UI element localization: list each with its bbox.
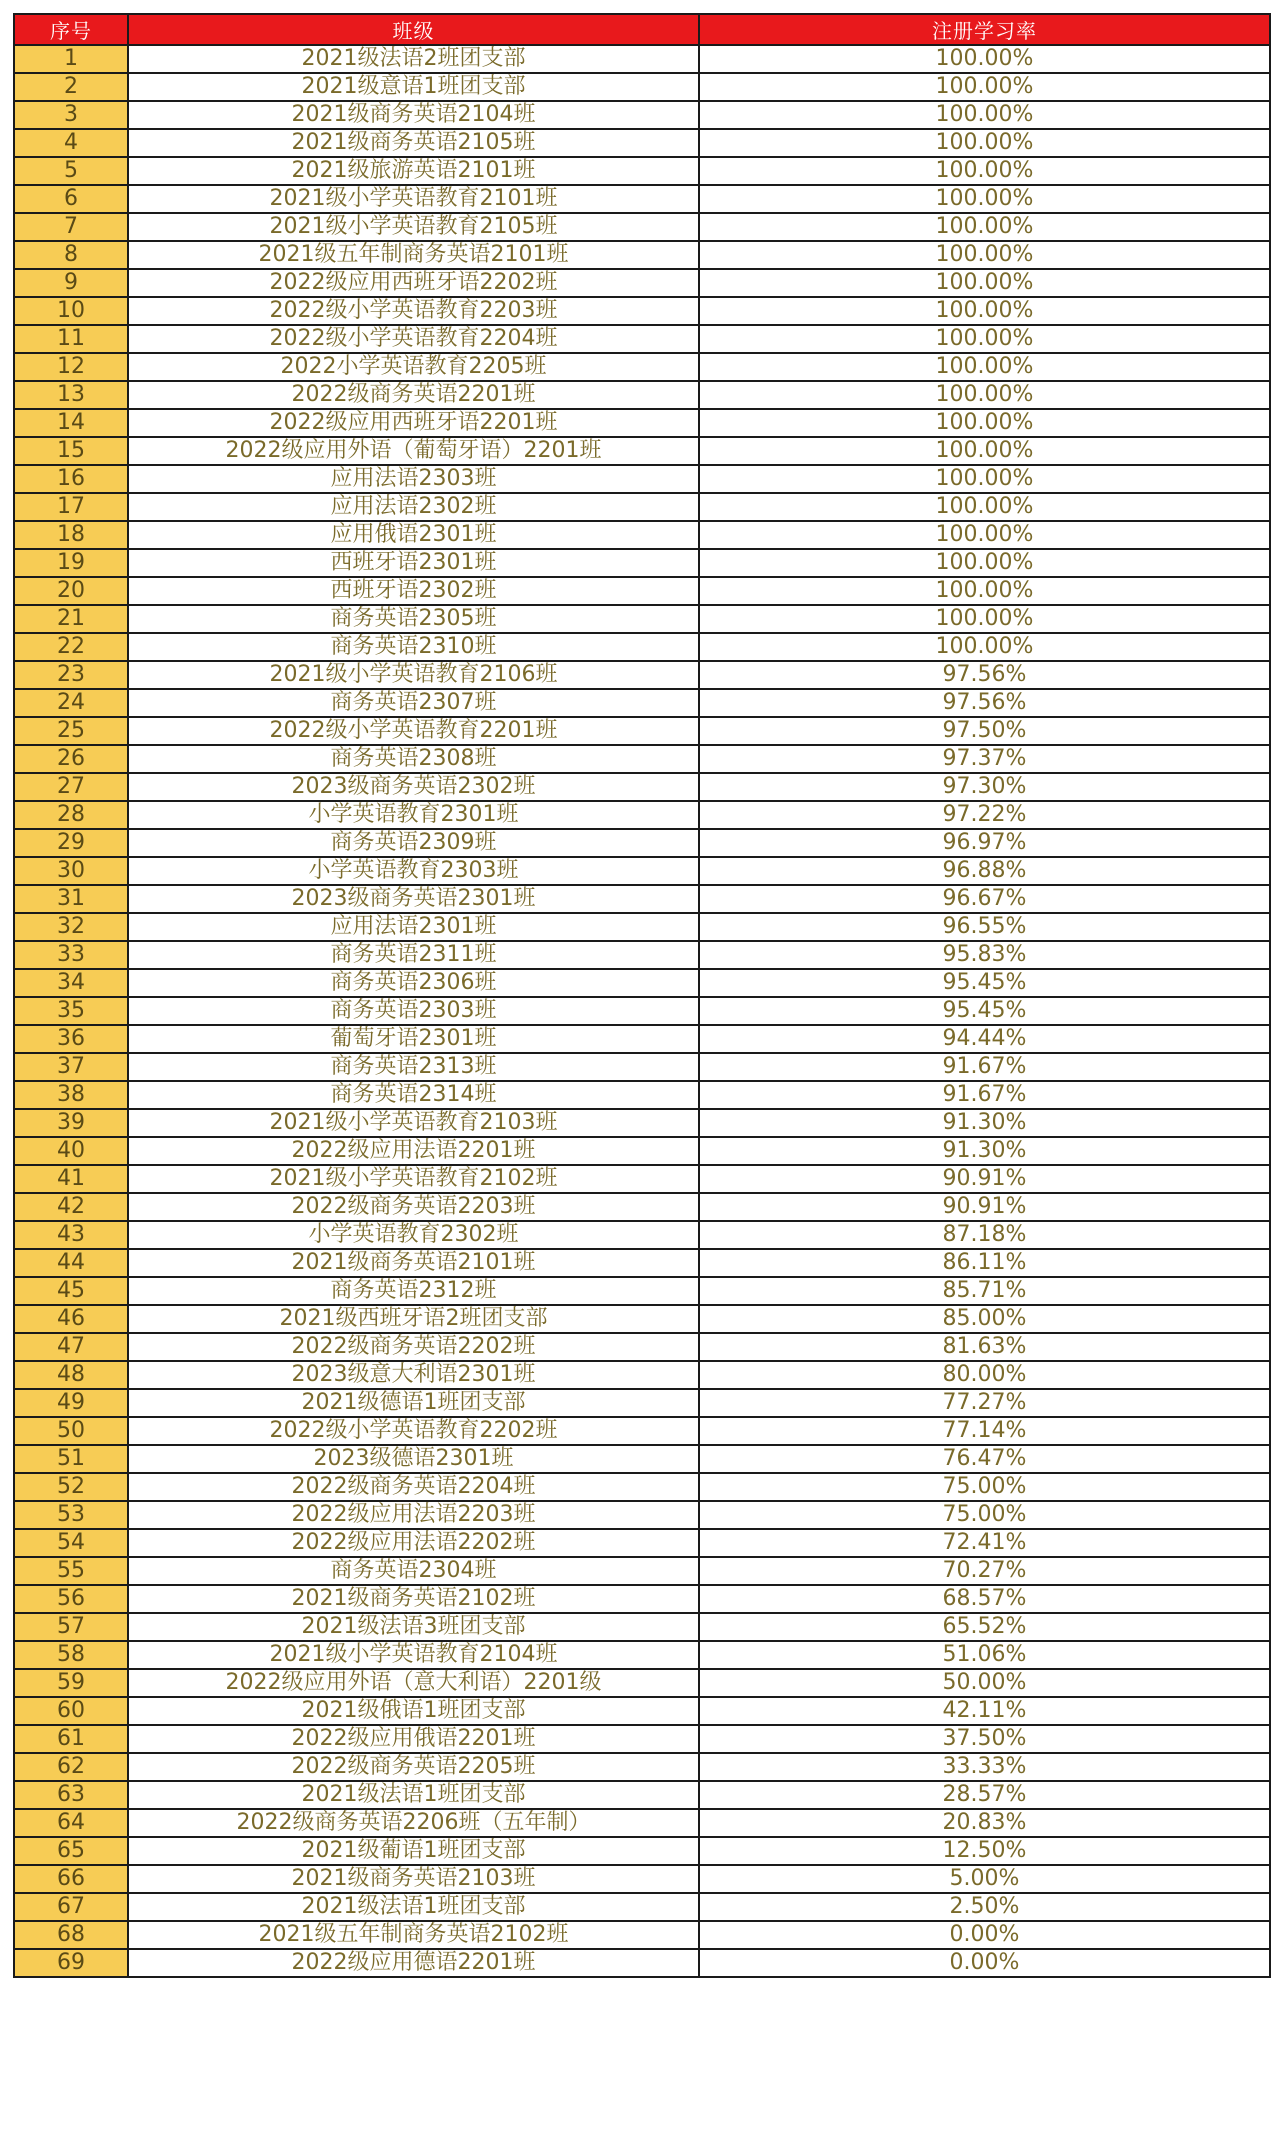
row-class-cell: 2021级商务英语2101班 [128,1249,699,1277]
row-index-cell: 48 [14,1361,128,1389]
row-index-cell: 53 [14,1501,128,1529]
header-index: 序号 [14,14,128,45]
row-class-cell: 2022级应用俄语2201班 [128,1725,699,1753]
table-row [14,1669,1270,1697]
table-row [14,1613,1270,1641]
table-row [14,1781,1270,1809]
row-class-cell: 小学英语教育2301班 [128,801,699,829]
row-class-cell: 2021级五年制商务英语2102班 [128,1921,699,1949]
table-row [14,73,1270,101]
row-class-cell: 应用法语2303班 [128,465,699,493]
row-index-cell: 45 [14,1277,128,1305]
row-class-cell: 商务英语2311班 [128,941,699,969]
table-row [14,45,1270,73]
row-index-cell: 31 [14,885,128,913]
table-row [14,1053,1270,1081]
table-row [14,857,1270,885]
row-index-cell: 7 [14,213,128,241]
header-row [14,14,1270,45]
row-class-cell: 2021级商务英语2103班 [128,1865,699,1893]
table-row [14,269,1270,297]
row-rate-cell: 72.41% [699,1529,1270,1557]
table-row [14,717,1270,745]
row-rate-cell: 86.11% [699,1249,1270,1277]
row-index-cell: 30 [14,857,128,885]
row-index-cell: 2 [14,73,128,101]
table-row [14,1277,1270,1305]
row-rate-cell: 100.00% [699,297,1270,325]
table-row [14,101,1270,129]
row-rate-cell: 100.00% [699,129,1270,157]
row-class-cell: 小学英语教育2302班 [128,1221,699,1249]
row-rate-cell: 100.00% [699,353,1270,381]
row-rate-cell: 65.52% [699,1613,1270,1641]
table-row [14,661,1270,689]
table-row [14,1529,1270,1557]
row-rate-cell: 90.91% [699,1165,1270,1193]
table-row [14,157,1270,185]
row-rate-cell: 75.00% [699,1473,1270,1501]
row-class-cell: 2022级应用法语2202班 [128,1529,699,1557]
row-index-cell: 44 [14,1249,128,1277]
row-index-cell: 8 [14,241,128,269]
row-rate-cell: 100.00% [699,605,1270,633]
row-class-cell: 2021级小学英语教育2102班 [128,1165,699,1193]
row-class-cell: 2021级小学英语教育2105班 [128,213,699,241]
row-index-cell: 51 [14,1445,128,1473]
row-index-cell: 21 [14,605,128,633]
row-class-cell: 应用法语2301班 [128,913,699,941]
row-rate-cell: 100.00% [699,73,1270,101]
row-index-cell: 58 [14,1641,128,1669]
table-row [14,1753,1270,1781]
header-class: 班级 [128,14,699,45]
table-row [14,941,1270,969]
row-class-cell: 2021级小学英语教育2104班 [128,1641,699,1669]
row-rate-cell: 100.00% [699,577,1270,605]
row-index-cell: 40 [14,1137,128,1165]
row-index-cell: 29 [14,829,128,857]
row-rate-cell: 95.45% [699,969,1270,997]
row-index-cell: 50 [14,1417,128,1445]
row-rate-cell: 12.50% [699,1837,1270,1865]
row-class-cell: 2021级意语1班团支部 [128,73,699,101]
table-row [14,1333,1270,1361]
row-class-cell: 西班牙语2301班 [128,549,699,577]
row-class-cell: 商务英语2305班 [128,605,699,633]
row-rate-cell: 90.91% [699,1193,1270,1221]
row-class-cell: 应用法语2302班 [128,493,699,521]
row-class-cell: 2022级应用外语（葡萄牙语）2201班 [128,437,699,465]
row-index-cell: 60 [14,1697,128,1725]
row-rate-cell: 95.83% [699,941,1270,969]
row-class-cell: 商务英语2306班 [128,969,699,997]
row-class-cell: 2022级商务英语2204班 [128,1473,699,1501]
row-class-cell: 2022级小学英语教育2201班 [128,717,699,745]
row-rate-cell: 100.00% [699,409,1270,437]
row-index-cell: 27 [14,773,128,801]
row-index-cell: 5 [14,157,128,185]
row-rate-cell: 100.00% [699,549,1270,577]
row-index-cell: 47 [14,1333,128,1361]
row-index-cell: 33 [14,941,128,969]
table-row [14,997,1270,1025]
row-rate-cell: 80.00% [699,1361,1270,1389]
row-index-cell: 19 [14,549,128,577]
row-rate-cell: 0.00% [699,1921,1270,1949]
row-rate-cell: 100.00% [699,241,1270,269]
row-index-cell: 35 [14,997,128,1025]
row-rate-cell: 96.97% [699,829,1270,857]
row-class-cell: 2022级应用法语2201班 [128,1137,699,1165]
table-row [14,1837,1270,1865]
table-row [14,1473,1270,1501]
row-rate-cell: 97.22% [699,801,1270,829]
row-class-cell: 2022级小学英语教育2202班 [128,1417,699,1445]
table-row [14,409,1270,437]
row-class-cell: 2021级商务英语2102班 [128,1585,699,1613]
table-row [14,1193,1270,1221]
row-rate-cell: 100.00% [699,493,1270,521]
table-row [14,605,1270,633]
row-class-cell: 2021级小学英语教育2103班 [128,1109,699,1137]
row-class-cell: 2021级小学英语教育2101班 [128,185,699,213]
table-row [14,1501,1270,1529]
row-index-cell: 14 [14,409,128,437]
table-row [14,353,1270,381]
table-row [14,1949,1270,1977]
table-row [14,1361,1270,1389]
row-class-cell: 2023级意大利语2301班 [128,1361,699,1389]
table-row [14,577,1270,605]
row-index-cell: 43 [14,1221,128,1249]
row-index-cell: 37 [14,1053,128,1081]
row-index-cell: 57 [14,1613,128,1641]
table-row [14,1221,1270,1249]
row-index-cell: 28 [14,801,128,829]
row-rate-cell: 96.67% [699,885,1270,913]
row-index-cell: 65 [14,1837,128,1865]
row-rate-cell: 100.00% [699,101,1270,129]
row-class-cell: 2021级旅游英语2101班 [128,157,699,185]
table-row [14,437,1270,465]
row-class-cell: 商务英语2304班 [128,1557,699,1585]
row-rate-cell: 85.00% [699,1305,1270,1333]
table-row [14,633,1270,661]
row-index-cell: 3 [14,101,128,129]
row-class-cell: 2021级法语2班团支部 [128,45,699,73]
row-index-cell: 26 [14,745,128,773]
row-index-cell: 64 [14,1809,128,1837]
row-rate-cell: 100.00% [699,521,1270,549]
row-class-cell: 商务英语2303班 [128,997,699,1025]
row-rate-cell: 97.50% [699,717,1270,745]
row-index-cell: 9 [14,269,128,297]
table-row [14,1585,1270,1613]
table-row [14,241,1270,269]
row-index-cell: 24 [14,689,128,717]
row-rate-cell: 0.00% [699,1949,1270,1977]
row-index-cell: 54 [14,1529,128,1557]
row-class-cell: 2023级德语2301班 [128,1445,699,1473]
row-index-cell: 69 [14,1949,128,1977]
row-class-cell: 2021级法语1班团支部 [128,1893,699,1921]
row-rate-cell: 100.00% [699,381,1270,409]
header-rate: 注册学习率 [699,14,1270,45]
row-rate-cell: 75.00% [699,1501,1270,1529]
row-class-cell: 2021级法语3班团支部 [128,1613,699,1641]
table-row [14,1893,1270,1921]
row-index-cell: 23 [14,661,128,689]
row-class-cell: 2021级西班牙语2班团支部 [128,1305,699,1333]
table-row [14,325,1270,353]
table-row [14,689,1270,717]
row-class-cell: 2021级商务英语2104班 [128,101,699,129]
row-class-cell: 2022小学英语教育2205班 [128,353,699,381]
row-class-cell: 2021级五年制商务英语2101班 [128,241,699,269]
row-class-cell: 商务英语2307班 [128,689,699,717]
row-index-cell: 32 [14,913,128,941]
row-rate-cell: 100.00% [699,185,1270,213]
row-index-cell: 41 [14,1165,128,1193]
row-class-cell: 2022级应用法语2203班 [128,1501,699,1529]
row-rate-cell: 97.56% [699,661,1270,689]
row-class-cell: 2022级商务英语2201班 [128,381,699,409]
row-index-cell: 56 [14,1585,128,1613]
row-rate-cell: 97.30% [699,773,1270,801]
table-row [14,493,1270,521]
table-row [14,381,1270,409]
row-class-cell: 2021级商务英语2105班 [128,129,699,157]
row-rate-cell: 100.00% [699,465,1270,493]
row-index-cell: 55 [14,1557,128,1585]
row-rate-cell: 33.33% [699,1753,1270,1781]
table-row [14,1641,1270,1669]
row-rate-cell: 96.55% [699,913,1270,941]
row-rate-cell: 100.00% [699,213,1270,241]
row-rate-cell: 91.67% [699,1081,1270,1109]
table-row [14,1921,1270,1949]
row-class-cell: 2022级应用德语2201班 [128,1949,699,1977]
row-index-cell: 12 [14,353,128,381]
row-rate-cell: 42.11% [699,1697,1270,1725]
row-index-cell: 49 [14,1389,128,1417]
row-class-cell: 2022级应用西班牙语2202班 [128,269,699,297]
row-rate-cell: 81.63% [699,1333,1270,1361]
row-class-cell: 2022级商务英语2205班 [128,1753,699,1781]
table-row [14,521,1270,549]
row-index-cell: 63 [14,1781,128,1809]
row-index-cell: 62 [14,1753,128,1781]
row-rate-cell: 2.50% [699,1893,1270,1921]
row-index-cell: 42 [14,1193,128,1221]
table-row [14,1305,1270,1333]
table-row [14,745,1270,773]
row-class-cell: 西班牙语2302班 [128,577,699,605]
row-rate-cell: 96.88% [699,857,1270,885]
table-row [14,1697,1270,1725]
row-class-cell: 2021级德语1班团支部 [128,1389,699,1417]
row-index-cell: 18 [14,521,128,549]
table-row [14,1865,1270,1893]
row-class-cell: 2022级商务英语2206班（五年制） [128,1809,699,1837]
row-class-cell: 2022级商务英语2203班 [128,1193,699,1221]
row-class-cell: 商务英语2308班 [128,745,699,773]
table-row [14,213,1270,241]
row-rate-cell: 100.00% [699,437,1270,465]
row-rate-cell: 87.18% [699,1221,1270,1249]
row-class-cell: 2023级商务英语2301班 [128,885,699,913]
table-row [14,1081,1270,1109]
row-index-cell: 68 [14,1921,128,1949]
row-class-cell: 葡萄牙语2301班 [128,1025,699,1053]
row-rate-cell: 77.14% [699,1417,1270,1445]
table-row [14,1557,1270,1585]
row-rate-cell: 100.00% [699,633,1270,661]
row-rate-cell: 70.27% [699,1557,1270,1585]
row-class-cell: 商务英语2309班 [128,829,699,857]
table-row [14,129,1270,157]
row-index-cell: 67 [14,1893,128,1921]
table-row [14,969,1270,997]
table-row [14,1249,1270,1277]
table-row [14,297,1270,325]
row-rate-cell: 50.00% [699,1669,1270,1697]
table-row [14,829,1270,857]
row-index-cell: 4 [14,129,128,157]
table-row [14,549,1270,577]
row-rate-cell: 100.00% [699,269,1270,297]
row-index-cell: 6 [14,185,128,213]
table-row [14,773,1270,801]
table-row [14,1417,1270,1445]
row-index-cell: 11 [14,325,128,353]
row-class-cell: 2022级小学英语教育2204班 [128,325,699,353]
row-rate-cell: 28.57% [699,1781,1270,1809]
row-index-cell: 59 [14,1669,128,1697]
row-class-cell: 2023级商务英语2302班 [128,773,699,801]
row-class-cell: 应用俄语2301班 [128,521,699,549]
row-index-cell: 17 [14,493,128,521]
row-index-cell: 16 [14,465,128,493]
row-class-cell: 2022级应用西班牙语2201班 [128,409,699,437]
row-class-cell: 商务英语2314班 [128,1081,699,1109]
row-rate-cell: 100.00% [699,325,1270,353]
row-index-cell: 13 [14,381,128,409]
row-rate-cell: 85.71% [699,1277,1270,1305]
row-rate-cell: 91.30% [699,1137,1270,1165]
table-row [14,1137,1270,1165]
table-row [14,885,1270,913]
row-rate-cell: 97.56% [699,689,1270,717]
table-row [14,1389,1270,1417]
row-index-cell: 20 [14,577,128,605]
table-row [14,465,1270,493]
table-row [14,1165,1270,1193]
table-row [14,913,1270,941]
row-rate-cell: 100.00% [699,157,1270,185]
row-rate-cell: 68.57% [699,1585,1270,1613]
table-row [14,1445,1270,1473]
table-row [14,1809,1270,1837]
row-class-cell: 2021级小学英语教育2106班 [128,661,699,689]
table-row [14,1725,1270,1753]
row-rate-cell: 97.37% [699,745,1270,773]
row-rate-cell: 51.06% [699,1641,1270,1669]
row-index-cell: 46 [14,1305,128,1333]
row-index-cell: 39 [14,1109,128,1137]
row-class-cell: 2022级应用外语（意大利语）2201级 [128,1669,699,1697]
row-index-cell: 15 [14,437,128,465]
row-class-cell: 2022级小学英语教育2203班 [128,297,699,325]
row-index-cell: 38 [14,1081,128,1109]
row-rate-cell: 95.45% [699,997,1270,1025]
table-row [14,185,1270,213]
row-rate-cell: 77.27% [699,1389,1270,1417]
row-class-cell: 商务英语2310班 [128,633,699,661]
row-rate-cell: 76.47% [699,1445,1270,1473]
row-rate-cell: 91.67% [699,1053,1270,1081]
row-index-cell: 10 [14,297,128,325]
row-class-cell: 2021级俄语1班团支部 [128,1697,699,1725]
registration-rate-table [13,13,1271,1978]
row-index-cell: 22 [14,633,128,661]
row-class-cell: 2021级法语1班团支部 [128,1781,699,1809]
row-rate-cell: 5.00% [699,1865,1270,1893]
row-index-cell: 61 [14,1725,128,1753]
table-row [14,1025,1270,1053]
row-index-cell: 52 [14,1473,128,1501]
row-index-cell: 1 [14,45,128,73]
row-index-cell: 25 [14,717,128,745]
table-row [14,801,1270,829]
row-class-cell: 小学英语教育2303班 [128,857,699,885]
row-index-cell: 36 [14,1025,128,1053]
row-rate-cell: 94.44% [699,1025,1270,1053]
table-body [14,45,1270,1977]
row-rate-cell: 100.00% [699,45,1270,73]
row-rate-cell: 37.50% [699,1725,1270,1753]
table-header [14,14,1270,45]
row-index-cell: 66 [14,1865,128,1893]
row-class-cell: 商务英语2313班 [128,1053,699,1081]
row-rate-cell: 20.83% [699,1809,1270,1837]
table-row [14,1109,1270,1137]
row-class-cell: 2022级商务英语2202班 [128,1333,699,1361]
row-rate-cell: 91.30% [699,1109,1270,1137]
row-class-cell: 商务英语2312班 [128,1277,699,1305]
row-class-cell: 2021级葡语1班团支部 [128,1837,699,1865]
row-index-cell: 34 [14,969,128,997]
